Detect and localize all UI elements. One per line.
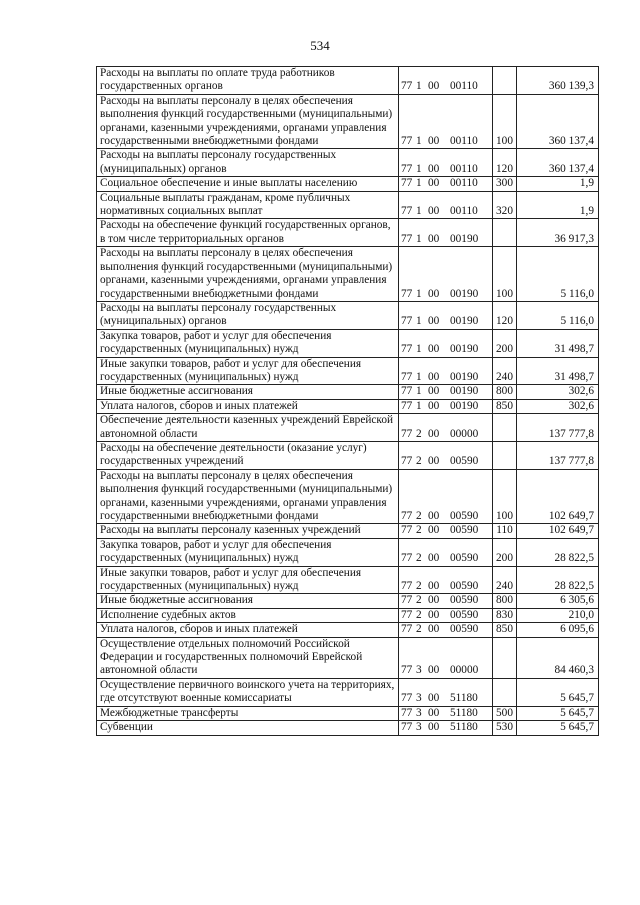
expense-name: Расходы на выплаты персоналу в целях обеспечения выполнения функций государственными (муниципальными) органами, казенными учреждениями, органами управления государственными внебюджетными фондами <box>97 247 399 302</box>
table-row <box>97 67 599 95</box>
amount: 5 645,7 <box>517 678 599 706</box>
target-article-code <box>399 608 493 622</box>
table-row <box>97 329 599 357</box>
expense-type-code: 120 <box>493 301 517 329</box>
expense-name: Иные бюджетные ассигнования <box>97 594 399 608</box>
code-part-main: 00 <box>428 580 440 593</box>
target-article-code <box>399 637 493 678</box>
expense-name: Обеспечение деятельности казенных учреждений Еврейской автономной области <box>97 414 399 442</box>
expense-type-code: 530 <box>493 721 517 735</box>
expense-name: Иные бюджетные ассигнования <box>97 385 399 399</box>
table-row <box>97 385 599 399</box>
table-row <box>97 469 599 524</box>
code-part-direction: 51180 <box>450 721 478 734</box>
code-part-program: 77 <box>401 135 413 148</box>
code-part-subprogram: 1 <box>416 177 422 190</box>
target-article-code <box>399 566 493 594</box>
target-article-code <box>399 469 493 524</box>
expense-name: Субвенции <box>97 721 399 735</box>
amount: 6 305,6 <box>517 594 599 608</box>
target-article-code <box>399 67 493 95</box>
page-number: 534 <box>310 38 330 53</box>
code-part-subprogram: 2 <box>416 623 422 636</box>
expense-name: Осуществление отдельных полномочий Российской Федерации и государственных полномочий Еврейской автономной области <box>97 637 399 678</box>
amount: 31 498,7 <box>517 357 599 385</box>
expense-type-code: 100 <box>493 469 517 524</box>
code-part-subprogram: 1 <box>416 162 422 175</box>
code-part-main: 00 <box>428 664 440 677</box>
code-part-program: 77 <box>401 692 413 705</box>
table-row <box>97 637 599 678</box>
code-part-main: 00 <box>428 552 440 565</box>
code-part-subprogram: 2 <box>416 524 422 537</box>
code-part-direction: 00110 <box>450 205 478 218</box>
expense-type-code: 320 <box>493 191 517 219</box>
code-part-program: 77 <box>401 580 413 593</box>
expense-type-code: 850 <box>493 399 517 413</box>
target-article-code <box>399 177 493 191</box>
code-part-subprogram: 2 <box>416 594 422 607</box>
target-article-code <box>399 399 493 413</box>
amount: 6 095,6 <box>517 623 599 637</box>
amount: 5 645,7 <box>517 721 599 735</box>
code-part-direction: 00190 <box>450 370 479 383</box>
target-article-code <box>399 219 493 247</box>
amount: 1,9 <box>517 191 599 219</box>
table-row <box>97 524 599 538</box>
amount: 28 822,5 <box>517 566 599 594</box>
code-part-program: 77 <box>401 399 413 412</box>
code-part-direction: 00110 <box>450 135 478 148</box>
code-part-main: 00 <box>428 623 440 636</box>
target-article-code <box>399 594 493 608</box>
code-part-subprogram: 3 <box>416 706 422 719</box>
code-part-main: 00 <box>428 205 440 218</box>
expense-name: Расходы на выплаты персоналу в целях обеспечения выполнения функций государственными (муниципальными) органами, казенными учреждениями, органами управления государственными внебюджетными фондами <box>97 469 399 524</box>
table-row <box>97 678 599 706</box>
code-part-direction: 00110 <box>450 162 478 175</box>
table-row <box>97 191 599 219</box>
amount: 360 139,3 <box>517 67 599 95</box>
target-article-code <box>399 247 493 302</box>
amount: 5 645,7 <box>517 706 599 720</box>
table-row <box>97 177 599 191</box>
code-part-subprogram: 2 <box>416 580 422 593</box>
table-row <box>97 623 599 637</box>
code-part-subprogram: 1 <box>416 135 422 148</box>
expense-type-code: 240 <box>493 357 517 385</box>
code-part-program: 77 <box>401 608 413 621</box>
code-part-direction: 00590 <box>450 552 479 565</box>
table-row <box>97 441 599 469</box>
amount: 102 649,7 <box>517 524 599 538</box>
amount: 137 777,8 <box>517 441 599 469</box>
table-row <box>97 414 599 442</box>
expense-type-code: 100 <box>493 247 517 302</box>
code-part-program: 77 <box>401 370 413 383</box>
target-article-code <box>399 357 493 385</box>
code-part-program: 77 <box>401 343 413 356</box>
expense-type-code: 120 <box>493 149 517 177</box>
code-part-main: 00 <box>428 315 440 328</box>
code-part-subprogram: 1 <box>416 343 422 356</box>
code-part-subprogram: 1 <box>416 232 422 245</box>
code-part-subprogram: 2 <box>416 552 422 565</box>
code-part-program: 77 <box>401 315 413 328</box>
expense-name: Иные закупки товаров, работ и услуг для обеспечения государственных (муниципальных) нужд <box>97 357 399 385</box>
expense-name: Расходы на обеспечение деятельности (оказание услуг) государственных учреждений <box>97 441 399 469</box>
expense-name: Иные закупки товаров, работ и услуг для обеспечения государственных (муниципальных) нужд <box>97 566 399 594</box>
expense-name: Межбюджетные трансферты <box>97 706 399 720</box>
code-part-program: 77 <box>401 664 413 677</box>
code-part-main: 00 <box>428 692 440 705</box>
code-part-direction: 00590 <box>450 608 479 621</box>
code-part-program: 77 <box>401 385 413 398</box>
code-part-direction: 00190 <box>450 399 479 412</box>
code-part-program: 77 <box>401 721 413 734</box>
amount: 210,0 <box>517 608 599 622</box>
expense-name: Расходы на обеспечение функций государственных органов, в том числе территориальных органов <box>97 219 399 247</box>
code-part-main: 00 <box>428 594 440 607</box>
code-part-direction: 00110 <box>450 80 478 93</box>
target-article-code <box>399 191 493 219</box>
code-part-program: 77 <box>401 177 413 190</box>
code-part-main: 00 <box>428 232 440 245</box>
target-article-code <box>399 301 493 329</box>
expense-type-code <box>493 67 517 95</box>
expense-type-code <box>493 441 517 469</box>
table-row <box>97 594 599 608</box>
code-part-direction: 00190 <box>450 315 479 328</box>
code-part-program: 77 <box>401 232 413 245</box>
code-part-subprogram: 2 <box>416 455 422 468</box>
table-row <box>97 301 599 329</box>
code-part-program: 77 <box>401 287 413 300</box>
code-part-main: 00 <box>428 608 440 621</box>
expense-name: Исполнение судебных актов <box>97 608 399 622</box>
amount: 36 917,3 <box>517 219 599 247</box>
amount: 84 460,3 <box>517 637 599 678</box>
expense-name: Расходы на выплаты персоналу государственных (муниципальных) органов <box>97 149 399 177</box>
expense-name: Уплата налогов, сборов и иных платежей <box>97 399 399 413</box>
table-row <box>97 399 599 413</box>
table-row <box>97 706 599 720</box>
code-part-main: 00 <box>428 721 440 734</box>
expense-type-code: 200 <box>493 329 517 357</box>
target-article-code <box>399 678 493 706</box>
code-part-direction: 00590 <box>450 580 479 593</box>
expense-name: Расходы на выплаты персоналу государственных (муниципальных) органов <box>97 301 399 329</box>
expense-type-code: 200 <box>493 538 517 566</box>
amount: 102 649,7 <box>517 469 599 524</box>
table-row <box>97 721 599 735</box>
code-part-program: 77 <box>401 205 413 218</box>
expense-name: Расходы на выплаты персоналу в целях обеспечения выполнения функций государственными (муниципальными) органами, казенными учреждениями, органами управления государственными внебюджетными фондами <box>97 94 399 149</box>
code-part-direction: 00590 <box>450 594 479 607</box>
table-row <box>97 357 599 385</box>
code-part-main: 00 <box>428 287 440 300</box>
target-article-code <box>399 524 493 538</box>
amount: 1,9 <box>517 177 599 191</box>
target-article-code <box>399 94 493 149</box>
code-part-direction: 00190 <box>450 343 479 356</box>
expense-name: Закупка товаров, работ и услуг для обеспечения государственных (муниципальных) нужд <box>97 538 399 566</box>
target-article-code <box>399 149 493 177</box>
code-part-subprogram: 1 <box>416 205 422 218</box>
table-row <box>97 149 599 177</box>
code-part-direction: 00190 <box>450 287 479 300</box>
code-part-main: 00 <box>428 385 440 398</box>
code-part-program: 77 <box>401 427 413 440</box>
target-article-code <box>399 329 493 357</box>
code-part-direction: 00190 <box>450 385 479 398</box>
expense-type-code: 240 <box>493 566 517 594</box>
expense-name: Расходы на выплаты по оплате труда работников государственных органов <box>97 67 399 95</box>
code-part-main: 00 <box>428 370 440 383</box>
expense-type-code <box>493 414 517 442</box>
table-row <box>97 94 599 149</box>
code-part-direction: 00190 <box>450 232 479 245</box>
code-part-subprogram: 1 <box>416 370 422 383</box>
code-part-direction: 00000 <box>450 664 479 677</box>
code-part-subprogram: 2 <box>416 510 422 522</box>
code-part-main: 00 <box>428 135 440 148</box>
code-part-program: 77 <box>401 706 413 719</box>
target-article-code <box>399 538 493 566</box>
expense-type-code <box>493 678 517 706</box>
expense-type-code: 300 <box>493 177 517 191</box>
target-article-code <box>399 623 493 637</box>
code-part-program: 77 <box>401 623 413 636</box>
code-part-main: 00 <box>428 162 440 175</box>
amount: 28 822,5 <box>517 538 599 566</box>
code-part-subprogram: 3 <box>416 664 422 677</box>
code-part-direction: 00110 <box>450 177 478 190</box>
code-part-subprogram: 3 <box>416 692 422 705</box>
target-article-code <box>399 441 493 469</box>
target-article-code <box>399 721 493 735</box>
code-part-main: 00 <box>428 177 440 190</box>
code-part-direction: 00000 <box>450 427 479 440</box>
expense-name: Социальное обеспечение и иные выплаты населению <box>97 177 399 191</box>
code-part-main: 00 <box>428 427 440 440</box>
code-part-subprogram: 1 <box>416 399 422 412</box>
amount: 360 137,4 <box>517 149 599 177</box>
amount: 5 116,0 <box>517 301 599 329</box>
code-part-subprogram: 1 <box>416 385 422 398</box>
amount: 137 777,8 <box>517 414 599 442</box>
code-part-program: 77 <box>401 80 413 93</box>
expense-type-code <box>493 637 517 678</box>
expense-name: Социальные выплаты гражданам, кроме публичных нормативных социальных выплат <box>97 191 399 219</box>
expense-type-code: 830 <box>493 608 517 622</box>
expense-type-code: 500 <box>493 706 517 720</box>
table-row <box>97 247 599 302</box>
code-part-main: 00 <box>428 343 440 356</box>
code-part-direction: 00590 <box>450 455 479 468</box>
target-article-code <box>399 385 493 399</box>
expense-type-code: 800 <box>493 594 517 608</box>
code-part-subprogram: 3 <box>416 721 422 734</box>
amount: 5 116,0 <box>517 247 599 302</box>
table-row <box>97 608 599 622</box>
code-part-main: 00 <box>428 80 440 93</box>
expense-type-code: 110 <box>493 524 517 538</box>
code-part-direction: 51180 <box>450 706 478 719</box>
amount: 360 137,4 <box>517 94 599 149</box>
expense-name: Закупка товаров, работ и услуг для обеспечения государственных (муниципальных) нужд <box>97 329 399 357</box>
amount: 302,6 <box>517 385 599 399</box>
code-part-program: 77 <box>401 552 413 565</box>
expense-name: Уплата налогов, сборов и иных платежей <box>97 623 399 637</box>
code-part-direction: 51180 <box>450 692 478 705</box>
code-part-subprogram: 2 <box>416 608 422 621</box>
table-row <box>97 538 599 566</box>
code-part-direction: 00590 <box>450 510 479 522</box>
code-part-program: 77 <box>401 162 413 175</box>
budget-table-body <box>97 67 599 736</box>
code-part-main: 00 <box>428 510 440 522</box>
code-part-main: 00 <box>428 455 440 468</box>
expense-type-code: 850 <box>493 623 517 637</box>
expense-name: Расходы на выплаты персоналу казенных учреждений <box>97 524 399 538</box>
table-row <box>97 219 599 247</box>
code-part-direction: 00590 <box>450 623 479 636</box>
code-part-program: 77 <box>401 594 413 607</box>
code-part-program: 77 <box>401 524 413 537</box>
expense-type-code <box>493 219 517 247</box>
code-part-direction: 00590 <box>450 524 479 537</box>
code-part-program: 77 <box>401 510 413 522</box>
code-part-subprogram: 2 <box>416 427 422 440</box>
amount: 302,6 <box>517 399 599 413</box>
code-part-main: 00 <box>428 524 440 537</box>
table-row <box>97 566 599 594</box>
expense-type-code: 800 <box>493 385 517 399</box>
target-article-code <box>399 414 493 442</box>
code-part-subprogram: 1 <box>416 315 422 328</box>
expense-name: Осуществление первичного воинского учета на территориях, где отсутствуют военные комиссариаты <box>97 678 399 706</box>
budget-table <box>96 66 599 736</box>
code-part-subprogram: 1 <box>416 80 422 93</box>
target-article-code <box>399 706 493 720</box>
amount: 31 498,7 <box>517 329 599 357</box>
code-part-subprogram: 1 <box>416 287 422 300</box>
code-part-program: 77 <box>401 455 413 468</box>
code-part-main: 00 <box>428 706 440 719</box>
expense-type-code: 100 <box>493 94 517 149</box>
code-part-main: 00 <box>428 399 440 412</box>
